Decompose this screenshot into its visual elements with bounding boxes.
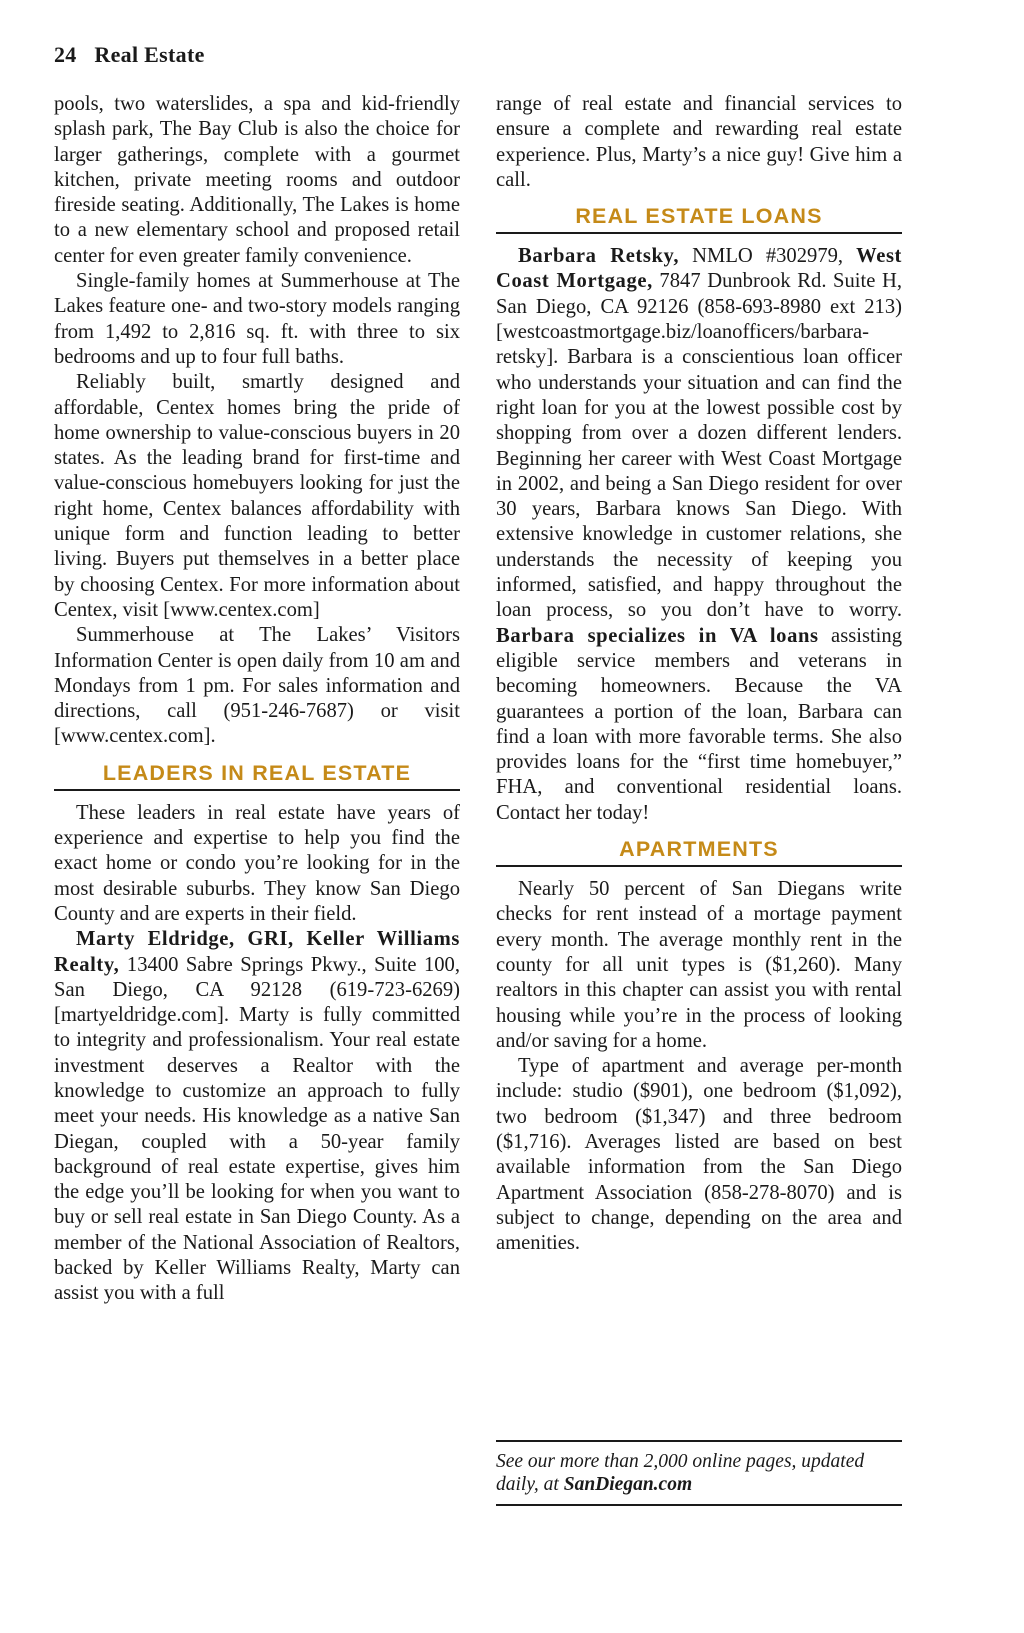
paragraph: range of real estate and financial services to ensure a complete and rewarding real estate experience. Plus, Marty’s a nice guy! Give him a call. [496,93,902,191]
listing-highlight: Barbara specializes in VA loans [496,624,819,647]
page-number: 24 [54,42,77,67]
listing-company: West Coast Mortgage, [496,245,903,293]
paragraph: Summerhouse at The Lakes’ Visitors Information Center is open daily from 10 am and Mondays from 1 pm. For sales information and directions, call (951-246-7687) or visit [www.centex.com]. [54,624,460,748]
listing-name: Marty Eldridge, GRI, Keller Williams Realty, [54,928,460,976]
footer-note [496,1440,902,1506]
listing-text: 13400 Sabre Springs Pkwy., Suite 100, San Diego, CA 92128 (619-723-6269) [martyeldridge.com]. Marty is fully committed to integrity and professionalism. Your real estate investment deserves a Realtor with the knowledge to customize an approach to fully meet your needs. His knowledge as a native San Diegan, coupled with a 50-year family background of real estate expertise, gives him the edge you’ll be looking for when you want to buy or sell real estate in San Diego County. As a member of the National Association of Realtors, backed by Keller Williams Realty, Marty can assist you with a full [54,953,460,1305]
footer-text: See our more than 2,000 online pages, updated daily, at [496,1451,865,1495]
listing-text: assisting eligible service members and veterans in becoming homeowners. Because the VA guarantees a portion of the loan, Barbara can find a loan with more favorable terms. She also provides loans for the “first time homebuyer,” FHA, and conventional residential loans. Contact her today! [496,624,902,824]
paragraph: Reliably built, smartly designed and affordable, Centex homes bring the pride of home ownership to value-conscious buyers in 20 states. As the leading brand for first-time and value-conscious homebuyers looking for just the right home, Centex balances affordability with unique form and function leading to better living. Buyers put themselves in a better place by choosing Centex. For more information about Centex, visit [www.centex.com] [54,371,460,621]
listing-barbara-retsky [496,244,902,826]
section-heading-leaders: LEADERS IN REAL ESTATE [54,758,460,791]
page-header [54,42,205,68]
paragraph: Type of apartment and average per-month include: studio ($901), one bedroom ($1,092), two bedroom ($1,347) and three bedroom ($1,716). Averages listed are based on best available information from the San Diego Apartment Association (858-278-8070) and is subject to change, depending on the area and amenities. [496,1055,902,1255]
paragraph: These leaders in real estate have years of experience and expertise to help you find the exact home or condo you’re looking for in the most desirable suburbs. They know San Diego County and are experts in their field. [54,801,460,925]
paragraph: Single-family homes at Summerhouse at The Lakes feature one- and two-story models ranging from 1,492 to 2,816 sq. ft. with three to six bedrooms and up to four full baths. [54,270,460,368]
paragraph: pools, two waterslides, a spa and kid-friendly splash park, The Bay Club is also the choice for larger gatherings, complete with a gourmet kitchen, private meeting rooms and outdoor fireside seating. Additionally, The Lakes is home to a new elementary school and proposed retail center for even greater family convenience. [54,93,460,267]
footer-site-link[interactable]: SanDiegan.com [563,1474,693,1495]
section-heading-loans: REAL ESTATE LOANS [496,201,902,234]
paragraph: Nearly 50 percent of San Diegans write checks for rent instead of a mortage payment every month. The average monthly rent in the county for all unit types is ($1,260). Many realtors in this chapter can assist you with rental housing while you’re in the process of looking and/or saving for a home. [496,878,902,1052]
right-column [496,92,902,1256]
section-title: Real Estate [94,42,205,67]
left-column [54,92,460,1307]
listing-nmlo: NMLO #302979, [679,245,857,268]
section-heading-apartments: APARTMENTS [496,834,902,867]
listing-name: Barbara Retsky, [518,245,680,268]
listing-text: 7847 Dunbrook Rd. Suite H, San Diego, CA 92126 (858-693-8980 ext 213) [westcoastmortgage.biz/loanofficers/barbara-retsky]. Barbara is a conscientious loan officer who understands your situation and can find the right loan for you at the lowest possible cost by shopping from over a dozen different lenders. Beginning her career with West Coast Mortgage in 2002, and being a San Diego resident for over 30 years, Barbara knows San Diego. With extensive knowledge in customer relations, she understands the necessity of keeping you informed, satisfied, and happy throughout the loan process, so you don’t have to worry. [496,270,902,622]
listing-marty-eldridge [54,927,460,1306]
